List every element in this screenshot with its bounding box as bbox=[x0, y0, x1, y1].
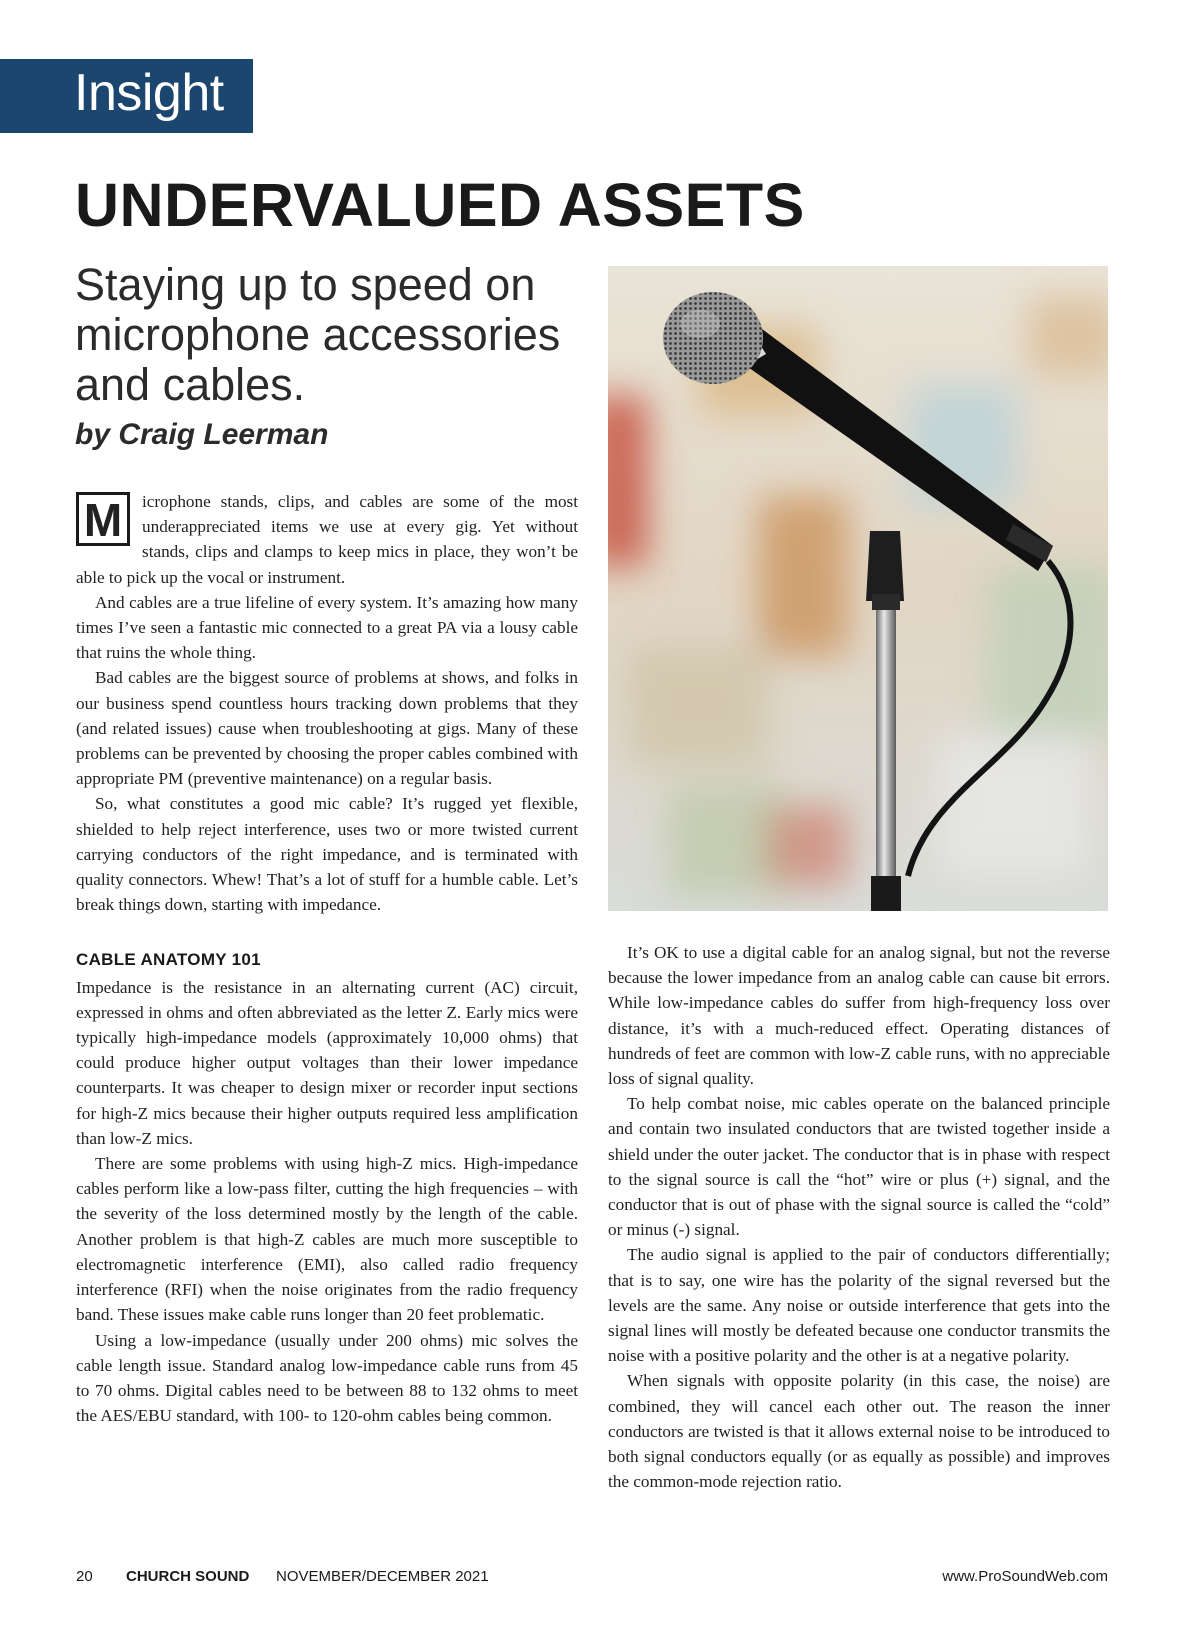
paragraph-text: icrophone stands, clips, and cables are some of the most underappreciated items we use at every gig. Yet without stands, clips and clamps to keep mics in place, they won’t be able to pick up the vocal or instrument. bbox=[76, 492, 578, 587]
headline: UNDERVALUED ASSETS bbox=[75, 171, 805, 239]
paragraph: Impedance is the resistance in an alternating current (AC) circuit, expressed in ohms and often abbreviated as the letter Z. Early mics were typically high-impedance models (approximately 10,000 ohms) that could produce higher output voltages than their lower impedance counterparts. It was cheaper to design mixer or recorder input sections for high-Z mics because their higher outputs required less amplification than low-Z mics. bbox=[76, 977, 578, 1148]
section-label: Insight bbox=[74, 64, 224, 122]
website-link[interactable]: www.ProSoundWeb.com bbox=[942, 1568, 1108, 1585]
subhead: CABLE ANATOMY 101 bbox=[76, 950, 261, 970]
right-column bbox=[608, 940, 1110, 1494]
paragraph: It’s OK to use a digital cable for an analog signal, but not the reverse because the lower impedance from an analog cable can cause bit errors. While low-impedance cables do suffer from high-frequency loss over distance, it’s with a much-reduced effect. Operating distances of hundreds of feet are common with low-Z cable runs, with no appreciable loss of signal quality. bbox=[608, 943, 1110, 1089]
paragraph: So, what constitutes a good mic cable? It’s rugged yet flexible, shielded to help reject interference, uses two or more twisted current carrying conductors of the right impedance, and is terminated with quality connectors. Whew! That’s a lot of stuff for a humble cable. Let’s break things down, starting with impedance. bbox=[76, 794, 578, 915]
paragraph: And cables are a true lifeline of every system. It’s amazing how many times I’ve seen a fantastic mic connected to a great PA via a lousy cable that ruins the whole thing. bbox=[76, 592, 578, 663]
section-tab bbox=[0, 59, 253, 133]
issue-date: NOVEMBER/DECEMBER 2021 bbox=[276, 1568, 489, 1585]
paragraph: There are some problems with using high-Z mics. High-impedance cables perform like a low-pass filter, cutting the high frequencies – with the severity of the loss determined mostly by the length of the cable. Another problem is that high-Z cables are much more susceptible to electromagnetic interference (EMI), also called radio frequency interference (RFI) when the noise originates from the radio frequency band. These issues make cable runs longer than 20 feet problematic. bbox=[76, 1154, 578, 1325]
paragraph: Using a low-impedance (usually under 200 ohms) mic solves the cable length issue. Standard analog low-impedance cable runs from 45 to 70 ohms. Digital cables need to be between 88 to 132 ohms to meet the AES/EBU standard, with 100- to 120-ohm cables being common. bbox=[76, 1330, 578, 1426]
drop-cap: M bbox=[76, 492, 130, 546]
page-footer bbox=[76, 1568, 1108, 1590]
paragraph: When signals with opposite polarity (in this case, the noise) are combined, they will cancel each other out. The reason the inner conductors are twisted is that it allows external noise to be introduced to both signal conductors equally (or as equally as possible) and improves the common-mode rejection ratio. bbox=[608, 1371, 1110, 1492]
paragraph bbox=[76, 489, 578, 590]
paragraph: Bad cables are the biggest source of problems at shows, and folks in our business spend countless hours tracking down problems that they (and related issues) cause when troubleshooting at gigs. Many of these problems can be prevented by choosing the proper cables combined with appropriate PM (preventive maintenance) on a regular basis. bbox=[76, 668, 578, 789]
deck: Staying up to speed on microphone accessories and cables. bbox=[75, 259, 561, 410]
publication-name: CHURCH SOUND bbox=[126, 1568, 250, 1585]
left-column bbox=[76, 489, 578, 1428]
page-number: 20 bbox=[76, 1568, 93, 1585]
byline: by Craig Leerman bbox=[75, 418, 329, 451]
microphone-photo bbox=[608, 266, 1108, 911]
paragraph: To help combat noise, mic cables operate on the balanced principle and contain two insulated conductors that are twisted together inside a shield under the outer jacket. The conductor that is in phase with respect to the signal source is call the “hot” wire or plus (+) signal, and the conductor that is out of phase with the signal source is called the “cold” or minus (-) signal. bbox=[608, 1094, 1110, 1240]
paragraph: The audio signal is applied to the pair of conductors differentially; that is to say, one wire has the polarity of the signal reversed but the levels are the same. Any noise or outside interference that gets into the signal lines will mostly be defeated because one conductor transmits the noise with a positive polarity and the other is at a negative polarity. bbox=[608, 1245, 1110, 1366]
